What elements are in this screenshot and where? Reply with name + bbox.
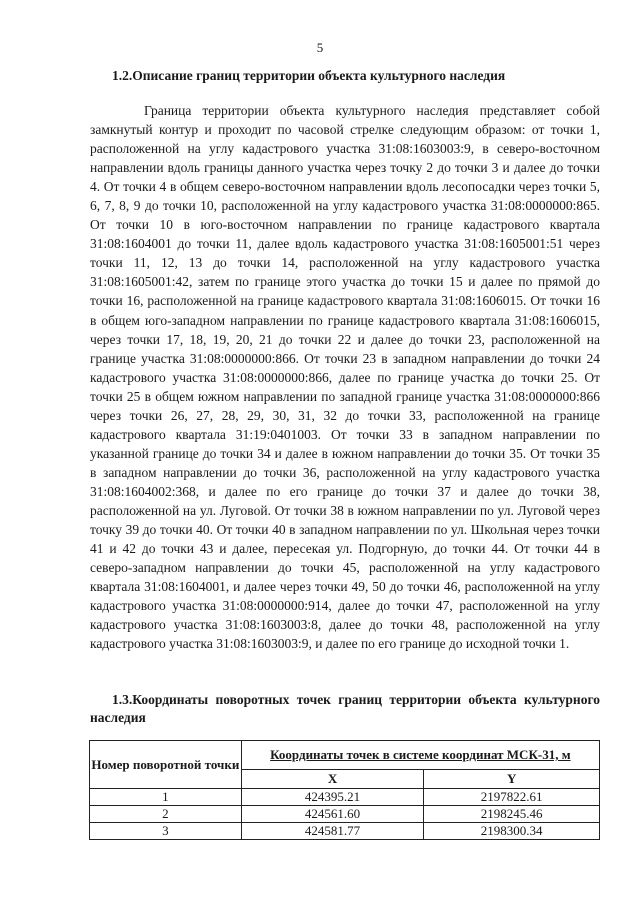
cell-point-number: 3	[90, 823, 242, 840]
table-row	[90, 806, 600, 823]
cell-y: 2197822.61	[424, 789, 600, 806]
header-coordinates-group-label: Координаты точек в системе координат МСК-31, м	[270, 747, 571, 762]
cell-x: 424561.60	[241, 806, 424, 823]
header-coordinates-group	[241, 741, 599, 770]
section-heading-coordinates	[90, 691, 600, 727]
section-heading-boundary-description: 1.2.Описание границ территории объекта культурного наследия	[112, 68, 506, 83]
boundary-description-paragraph: Граница территории объекта культурного наследия представляет собой замкнутый контур и проходит по часовой стрелке следующим образом: от точки 1, расположенной на углу кадастрового участка 31:08:1603003:9, в северо-восточном направлении вдоль границы данного участка через точку 2 до точки 3 и далее до точки 4. От точки 4 в общем северо-восточном направлении вдоль лесопосадки через точки 5, 6, 7, 8, 9 до точки 10, расположенной на углу кадастрового участка 31:08:0000000:865. От точки 10 в юго-восточном направлении по границе кадастрового квартала 31:08:1604001 до точки 11, далее вдоль кадастрового участка 31:08:1605001:51 через точки 11, 12, 13 до точки 14, расположенной на углу кадастрового участка 31:08:1605001:42, затем по границе этого участка до точки 15 и далее по прямой до точки 16, расположенной на границе кадастрового квартала 31:08:1606015. От точки 16 в общем юго-западном направлении по границе кадастрового квартала 31:08:1606015, через точки 17, 18, 19, 20, 21 до точки 22 и далее до точки 23, расположенной на границе участка 31:08:0000000:866. От точки 23 в западном направлении до точки 24 кадастрового участка 31:08:0000000:866, далее по границе участка до точки 25. От точки 25 в общем южном направлении по западной границе участка 31:08:0000000:866 через точки 26, 27, 28, 29, 30, 31, 32 до точки 33, расположенной на границе кадастрового квартала 31:19:0401003. От точки 33 в западном направлении по указанной границе до точки 34 и далее в южном направлении до точки 35. От точки 35 в западном направлении до точки 36, расположенной на углу кадастрового участка 31:08:1604002:368, и далее по его границе до точки 37 и далее до точки 38, расположенной на ул. Луговой. От точки 38 в южном направлении по ул. Луговой через точку 39 до точки 40. От точки 40 в западном направлении по ул. Школьная через точки 41 и 42 до точки 43 и далее, пересекая ул. Подгорную, до точки 44. От точки 44 в северо-западном направлении до точки 45, расположенной на углу кадастрового квартала 31:08:1604001, и далее через точки 49, 50 до точки 46, расположенной на углу кадастрового участка 31:08:0000000:914, далее до точки 47, расположенной на углу кадастрового участка 31:08:1603003:8, далее до точки 48, расположенной на углу кадастрового участка 31:08:1603003:9, и далее по его границе до исходной точки 1.	[90, 103, 600, 652]
coordinates-table	[89, 740, 600, 840]
cell-y: 2198300.34	[424, 823, 600, 840]
header-x: X	[241, 770, 424, 789]
page-number: 5	[316, 40, 324, 55]
header-point-number: Номер поворотной точки	[90, 741, 242, 789]
header-y: Y	[424, 770, 600, 789]
table-row	[90, 823, 600, 840]
table-row	[90, 789, 600, 806]
cell-x: 424395.21	[241, 789, 424, 806]
section-number: 1.3.	[112, 692, 133, 707]
cell-x: 424581.77	[241, 823, 424, 840]
cell-point-number: 2	[90, 806, 242, 823]
section-title: Координаты поворотных точек границ территории объекта культурного наследия	[90, 692, 600, 725]
cell-point-number: 1	[90, 789, 242, 806]
cell-y: 2198245.46	[424, 806, 600, 823]
